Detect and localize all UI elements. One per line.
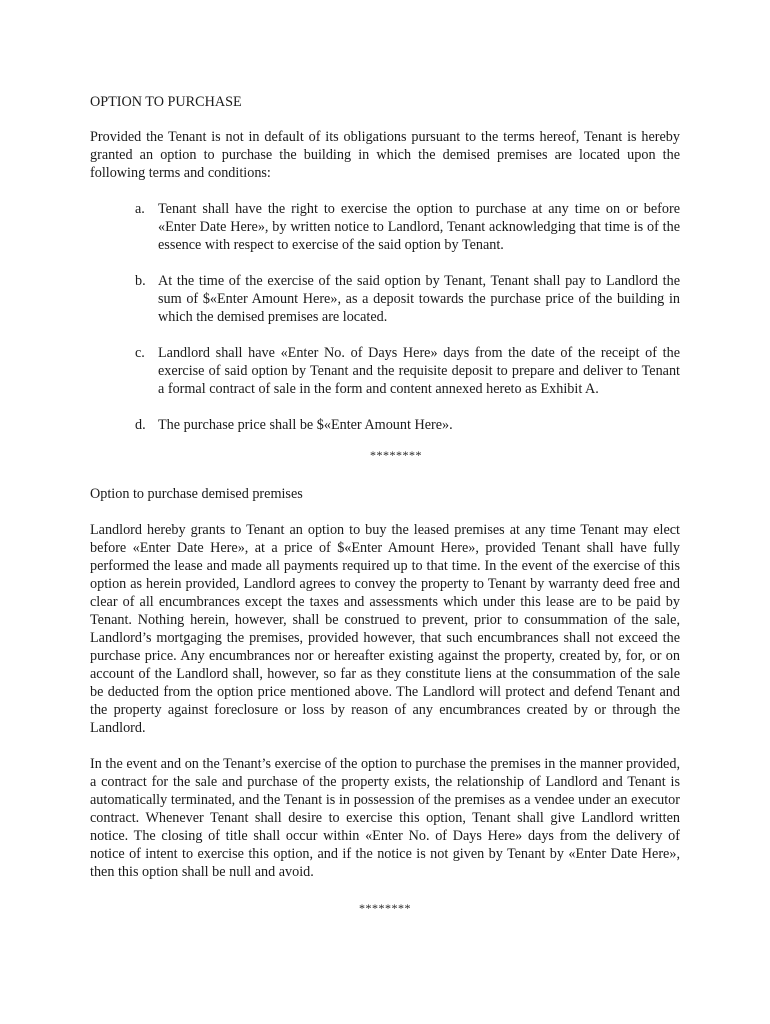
body-paragraph: In the event and on the Tenant’s exercise of the option to purchase the premises in the manner provided, a contract for the sale and purchase of the property exists, the relationship of Landlord and Tenant is automatically terminated, and the Tenant is in possession of the premises as a vendee under an executor contract. Whenever Tenant shall desire to exercise this option, Tenant shall give Landlord written notice. The closing of title shall occur within «Enter No. of Days Here» days from the delivery of notice of intent to exercise this option, and if the notice is not given by Tenant by «Enter Date Here», then this option shall be null and avoid. — [90, 756, 680, 880]
section-separator: ******** — [370, 448, 422, 462]
term-marker: b. — [135, 273, 146, 289]
terms-list — [90, 200, 680, 434]
term-item-d — [135, 416, 680, 434]
intro-paragraph: Provided the Tenant is not in default of its obligations pursuant to the terms hereof, Tenant is hereby granted an option to purchase the building in which the demised premises are located upon the following terms and conditions: — [90, 129, 680, 181]
term-marker: a. — [135, 201, 145, 217]
section-separator: ******** — [359, 901, 411, 915]
term-item-b — [135, 272, 680, 326]
term-item-a — [135, 200, 680, 254]
term-text: Landlord shall have «Enter No. of Days Here» days from the date of the receipt of the exercise of said option by Tenant and the requisite deposit to prepare and deliver to Tenant a formal contract of sale in the form and content annexed hereto as Exhibit A. — [158, 345, 680, 397]
document-title: OPTION TO PURCHASE — [90, 94, 242, 110]
term-marker: c. — [135, 345, 145, 361]
section-title: Option to purchase demised premises — [90, 486, 303, 502]
term-text: The purchase price shall be $«Enter Amount Here». — [158, 417, 453, 433]
body-paragraph: Landlord hereby grants to Tenant an option to buy the leased premises at any time Tenant may elect before «Enter Date Here», at a price of $«Enter Amount Here», provided Tenant shall have fully performed the lease and made all payments required up to that time. In the event of the exercise of this option as herein provided, Landlord agrees to convey the property to Tenant by warranty deed free and clear of all encumbrances except the taxes and assessments which under this lease are to be paid by Tenant. Nothing herein, however, shall be construed to prevent, prior to consummation of the sale, Landlord’s mortgaging the premises, provided however, that such encumbrances shall not exceed the purchase price. Any encumbrances nor or hereafter existing against the property, created by, for, or on account of the Landlord shall, however, so far as they constitute liens at the consummation of the sale be deducted from the option price mentioned above. The Landlord will protect and defend Tenant and the property against foreclosure or loss by reason of any encumbrances created by or through the Landlord. — [90, 522, 680, 736]
term-item-c — [135, 344, 680, 398]
document-page — [90, 93, 680, 917]
term-marker: d. — [135, 417, 146, 433]
term-text: Tenant shall have the right to exercise the option to purchase at any time on or before «Enter Date Here», by written notice to Landlord, Tenant acknowledging that time is of the essence with respect to exercise of the said option by Tenant. — [158, 201, 680, 253]
term-text: At the time of the exercise of the said option by Tenant, Tenant shall pay to Landlord the sum of $«Enter Amount Here», as a deposit towards the purchase price of the building in which the demised premises are located. — [158, 273, 680, 325]
